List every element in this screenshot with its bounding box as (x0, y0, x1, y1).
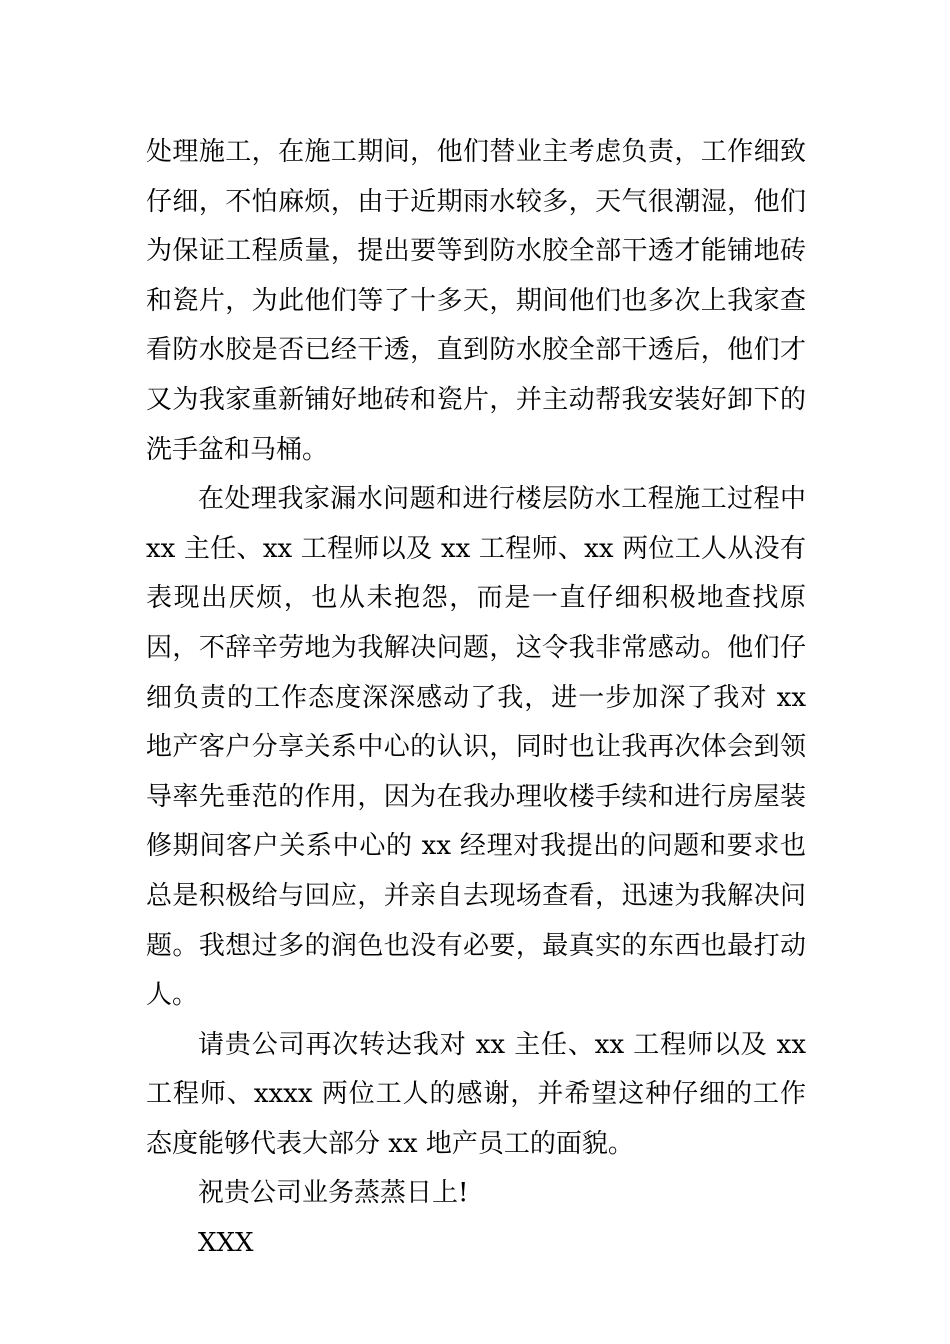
signature: XXX (198, 1228, 254, 1259)
paragraph-thanks-request: 请贵公司再次转达我对 xx 主任、xx 工程师以及 xx 工程师、xxxx 两位工人的感谢，并希望这种仔细的工作态度能够代表大部分 xx 地产员工的面貌。 (146, 1029, 806, 1159)
paragraph-continuation: 处理施工，在施工期间，他们替业主考虑负责，工作细致仔细，不怕麻烦，由于近期雨水较多，天气很潮湿，他们为保证工程质量，提出要等到防水胶全部干透才能铺地砖和瓷片，为此他们等了十多天，期间他们也多次上我家查看防水胶是否已经干透，直到防水胶全部干透后，他们才又为我家重新铺好地砖和瓷片，并主动帮我安装好卸下的洗手盆和马桶。 (146, 137, 806, 465)
letter-body (146, 128, 806, 1269)
closing-wish: 祝贵公司业务蒸蒸日上! (198, 1178, 469, 1209)
paragraph-gratitude-details: 在处理我家漏水问题和进行楼层防水工程施工过程中 xx 主任、xx 工程师以及 xx 工程师、xx 两位工人从没有表现出厌烦，也从未抱怨，而是一直仔细积极地查找原因，不辞辛劳地为我解决问题，这令我非常感动。他们仔细负责的工作态度深深感动了我，进一步加深了我对 xx 地产客户分享关系中心的认识，同时也让我再次体会到领导率先垂范的作用，因为在我办理收楼手续和进行房屋装修期间客户关系中心的 xx 经理对我提出的问题和要求也总是积极给与回应，并亲自去现场查看，迅速为我解决问题。我想过多的润色也没有必要，最真实的东西也最打动人。 (146, 484, 806, 1011)
